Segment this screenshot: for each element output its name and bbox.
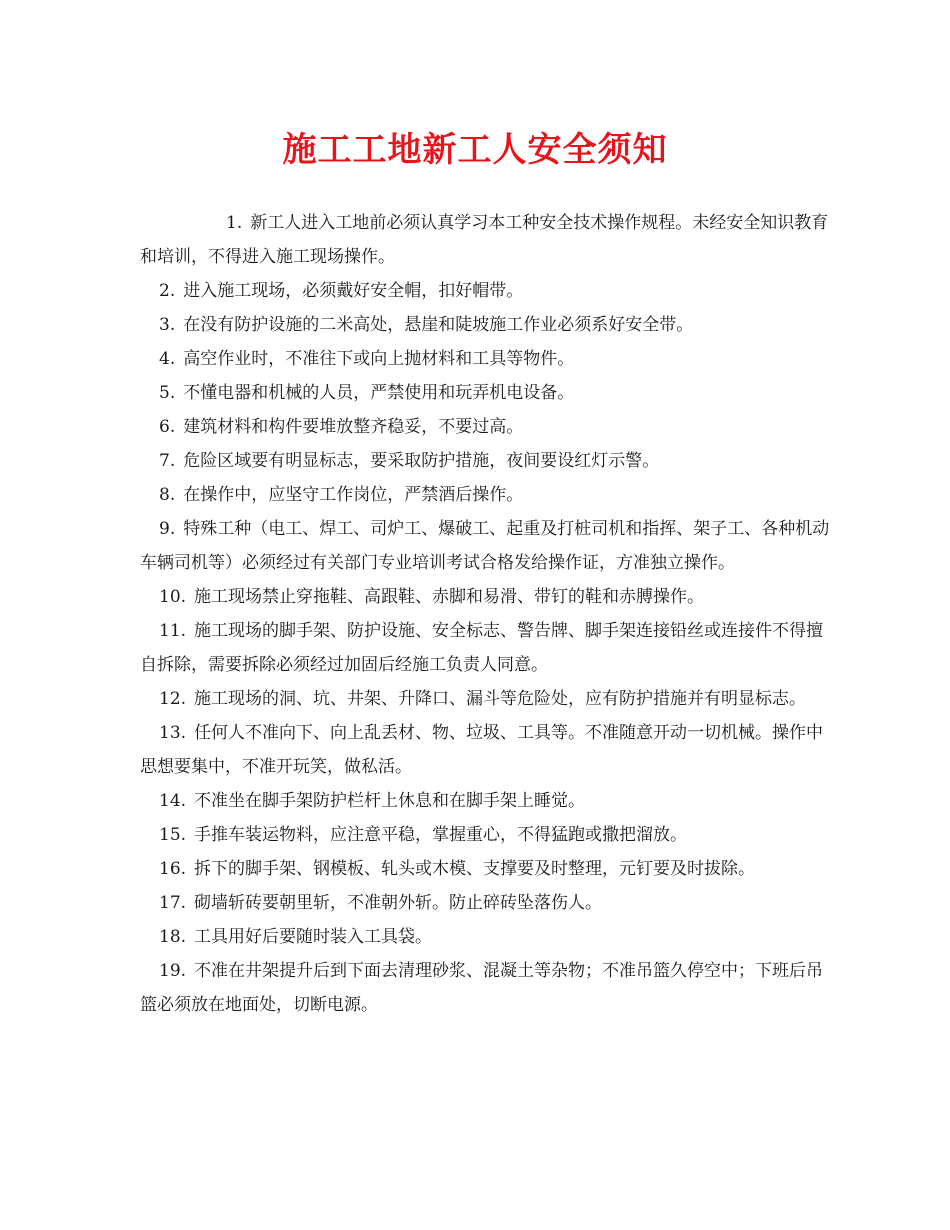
- item-number: 7.: [159, 451, 176, 471]
- item-text: 在操作中，应坚守工作岗位，严禁酒后操作。: [183, 485, 524, 505]
- item-text: 不准坐在脚手架防护栏杆上休息和在脚手架上睡觉。: [194, 791, 586, 811]
- list-item: [140, 716, 830, 784]
- item-number: 13.: [159, 723, 187, 743]
- item-number: 5.: [159, 383, 176, 403]
- list-item: [140, 308, 830, 342]
- item-number: 18.: [159, 927, 187, 947]
- item-number: 3.: [159, 315, 176, 335]
- item-text: 危险区域要有明显标志，要采取防护措施，夜间要设红灯示警。: [183, 451, 660, 471]
- list-item: [140, 444, 830, 478]
- list-item: [140, 818, 830, 852]
- item-text: 工具用好后要随时装入工具袋。: [194, 927, 433, 947]
- list-item: [140, 682, 830, 716]
- item-text: 特殊工种（电工、焊工、司炉工、爆破工、起重及打桩司机和指挥、架子工、各种机动车辆司机等）必须经过有关部门专业培训考试合格发给操作证，方准独立操作。: [140, 519, 830, 573]
- item-text: 进入施工现场，必须戴好安全帽，扣好帽带。: [183, 281, 524, 301]
- item-text: 手推车装运物料，应注意平稳，掌握重心，不得猛跑或撒把溜放。: [194, 825, 688, 845]
- item-number: 19.: [159, 961, 187, 981]
- item-number: 17.: [159, 893, 187, 913]
- list-item: [140, 580, 830, 614]
- item-number: 11.: [159, 621, 187, 641]
- item-number: 6.: [159, 417, 176, 437]
- list-item: [140, 886, 830, 920]
- list-item: [140, 274, 830, 308]
- item-text: 高空作业时，不准往下或向上抛材料和工具等物件。: [183, 349, 575, 369]
- item-text: 新工人进入工地前必须认真学习本工种安全技术操作规程。未经安全知识教育和培训，不得进入施工现场操作。: [140, 213, 829, 267]
- list-item: [140, 410, 830, 444]
- document-title: 施工工地新工人安全须知: [282, 130, 668, 170]
- item-number: 4.: [159, 349, 176, 369]
- item-text: 建筑材料和构件要堆放整齐稳妥，不要过高。: [183, 417, 524, 437]
- document-body: [140, 206, 830, 1022]
- item-number: 15.: [159, 825, 187, 845]
- item-text: 砌墙斩砖要朝里斩，不准朝外斩。防止碎砖坠落伤人。: [194, 893, 603, 913]
- item-text: 任何人不准向下、向上乱丢材、物、垃圾、工具等。不准随意开动一切机械。操作中思想要集中，不准开玩笑，做私活。: [140, 723, 824, 777]
- item-text: 拆下的脚手架、钢模板、轧头或木模、支撑要及时整理，元钉要及时拔除。: [194, 859, 756, 879]
- list-item: [140, 784, 830, 818]
- item-text: 在没有防护设施的二米高处，悬崖和陡坡施工作业必须系好安全带。: [183, 315, 694, 335]
- item-number: 8.: [159, 485, 176, 505]
- item-text: 不懂电器和机械的人员，严禁使用和玩弄机电设备。: [183, 383, 575, 403]
- item-number: 14.: [159, 791, 187, 811]
- item-number: 16.: [159, 859, 187, 879]
- list-item: [140, 206, 830, 274]
- item-text: 不准在井架提升后到下面去清理砂浆、混凝土等杂物；不准吊篮久停空中；下班后吊篮必须放在地面处，切断电源。: [140, 961, 824, 1015]
- item-text: 施工现场的脚手架、防护设施、安全标志、警告牌、脚手架连接铅丝或连接件不得擅自拆除，需要拆除必须经过加固后经施工负责人同意。: [140, 621, 824, 675]
- list-item: [140, 342, 830, 376]
- item-number: 2.: [159, 281, 176, 301]
- list-item: [140, 852, 830, 886]
- item-text: 施工现场禁止穿拖鞋、高跟鞋、赤脚和易滑、带钉的鞋和赤膊操作。: [194, 587, 705, 607]
- list-item: [140, 478, 830, 512]
- list-item: [140, 512, 830, 580]
- item-text: 施工现场的洞、坑、井架、升降口、漏斗等危险处，应有防护措施并有明显标志。: [194, 689, 807, 709]
- list-item: [140, 376, 830, 410]
- item-number: 9.: [159, 519, 176, 539]
- item-number: 10.: [159, 587, 187, 607]
- list-item: [140, 920, 830, 954]
- item-number: 1.: [226, 213, 243, 233]
- list-item: [140, 954, 830, 1022]
- list-item: [140, 614, 830, 682]
- item-number: 12.: [159, 689, 187, 709]
